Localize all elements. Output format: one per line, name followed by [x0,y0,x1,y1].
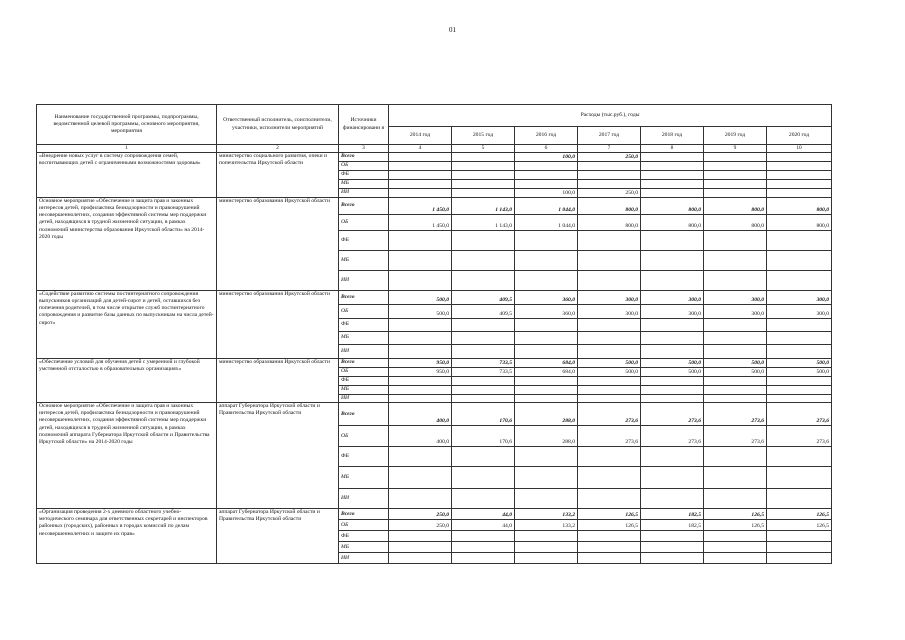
header-year: 2018 год [641,127,704,145]
funding-source: ФБ [339,531,389,542]
amount-cell [641,153,704,162]
amount-cell [767,542,832,553]
measure-name: «Внедрение новых услуг в систему сопровождения семей, воспитывающих детей с ограниченными возможностями здоровья» [37,153,217,198]
amount-cell [452,231,515,251]
amount-cell: 800,0 [641,215,704,231]
measure-name: Основное мероприятие «Обеспечение и защита прав и законных интересов детей, профилактика безнадзорности и правонарушений несовершеннолетних, создания эффективной системы мер поддержки детей, находящихся в трудной жизненной ситуации, в рамках полномочий аппарата Губернатора Иркутской области и Правительства Иркутской области» на 2014-2020 годы [37,403,217,509]
column-index: 5 [452,145,515,153]
amount-cell [452,153,515,162]
column-index: 2 [217,145,339,153]
amount-cell: 250,0 [578,189,641,198]
amount-cell [452,395,515,403]
amount-cell [578,162,641,171]
amount-cell: 1 450,0 [389,215,452,231]
amount-cell: 273,6 [704,426,767,447]
amount-cell: 126,5 [767,520,832,531]
amount-cell: 300,0 [578,291,641,305]
amount-cell [641,386,704,395]
column-index: 9 [704,145,767,153]
amount-cell: 1 044,0 [515,215,578,231]
funding-source: Всего [339,359,389,368]
amount-cell: 733,5 [452,359,515,368]
amount-cell: 360,0 [515,305,578,319]
amount-cell: 500,0 [767,359,832,368]
amount-cell: 950,0 [389,359,452,368]
table-row [37,198,832,215]
budget-table [36,104,832,564]
amount-cell [452,332,515,345]
amount-cell: 1 044,0 [515,198,578,215]
amount-cell: 170,6 [452,426,515,447]
amount-cell [767,531,832,542]
table-row [37,359,832,368]
amount-cell [578,377,641,386]
amount-cell: 126,5 [767,509,832,520]
amount-cell [578,489,641,509]
amount-cell: 250,0 [389,520,452,531]
amount-cell [515,531,578,542]
funding-source: ИИ [339,189,389,198]
amount-cell [704,489,767,509]
amount-cell [578,332,641,345]
amount-cell: 300,0 [704,291,767,305]
amount-cell [578,542,641,553]
column-index: 6 [515,145,578,153]
amount-cell: 300,0 [578,305,641,319]
amount-cell [389,447,452,467]
amount-cell [704,271,767,291]
amount-cell [767,377,832,386]
amount-cell [767,251,832,271]
amount-cell [578,180,641,189]
header-year: 2020 год [767,127,832,145]
funding-source: МБ [339,467,389,489]
amount-cell [578,531,641,542]
funding-source: ОБ [339,368,389,377]
amount-cell: 300,0 [767,305,832,319]
amount-cell: 250,0 [578,153,641,162]
amount-cell [515,542,578,553]
amount-cell [578,386,641,395]
amount-cell [389,553,452,564]
amount-cell: 500,0 [641,368,704,377]
amount-cell: 800,0 [578,198,641,215]
amount-cell: 400,0 [389,426,452,447]
amount-cell [389,395,452,403]
funding-source: Всего [339,509,389,520]
funding-source: МБ [339,251,389,271]
amount-cell [389,231,452,251]
amount-cell: 800,0 [767,198,832,215]
amount-cell [389,467,452,489]
funding-source: Всего [339,291,389,305]
amount-cell: 409,5 [452,305,515,319]
amount-cell: 800,0 [578,215,641,231]
measure-name: «Содействие развитию системы постинтернатного сопровождения выпускников организаций для детей-сирот и детей, оставшихся без попечения родителей, в том числе открытие служб постинтернатного сопровождения и развитие базы данных по выпускникам на числа детей-сирот» [37,291,217,359]
amount-cell [767,319,832,332]
funding-source: МБ [339,180,389,189]
amount-cell [515,345,578,359]
amount-cell: 800,0 [704,198,767,215]
amount-cell [704,162,767,171]
amount-cell: 273,6 [704,403,767,426]
amount-cell [641,180,704,189]
amount-cell [515,171,578,180]
amount-cell [704,319,767,332]
amount-cell [704,386,767,395]
amount-cell [767,332,832,345]
amount-cell [641,489,704,509]
amount-cell [641,345,704,359]
funding-source: ИИ [339,345,389,359]
amount-cell [578,395,641,403]
amount-cell [578,345,641,359]
column-index: 1 [37,145,217,153]
amount-cell [641,319,704,332]
amount-cell [641,162,704,171]
funding-source: ИИ [339,553,389,564]
table-row [37,153,832,162]
amount-cell: 400,0 [389,403,452,426]
amount-cell [452,553,515,564]
amount-cell [515,467,578,489]
amount-cell [452,467,515,489]
amount-cell [704,395,767,403]
amount-cell [704,377,767,386]
funding-source: ИИ [339,395,389,403]
amount-cell [767,162,832,171]
amount-cell: 500,0 [389,305,452,319]
amount-cell [578,553,641,564]
amount-cell [767,345,832,359]
funding-source: МБ [339,386,389,395]
column-index: 4 [389,145,452,153]
amount-cell [767,189,832,198]
amount-cell [704,251,767,271]
amount-cell [389,377,452,386]
amount-cell: 250,0 [389,509,452,520]
amount-cell [767,153,832,162]
header-year: 2017 год [578,127,641,145]
amount-cell [452,531,515,542]
amount-cell: 182,5 [641,520,704,531]
header-year: 2015 год [452,127,515,145]
amount-cell [704,332,767,345]
funding-source: МБ [339,542,389,553]
column-index: 10 [767,145,832,153]
amount-cell: 170,6 [452,403,515,426]
amount-cell [641,467,704,489]
amount-cell: 684,0 [515,359,578,368]
amount-cell: 273,6 [767,403,832,426]
amount-cell [515,553,578,564]
header-expenses: Расходы (тыс.руб.), годы [389,105,832,127]
amount-cell [578,251,641,271]
amount-cell [767,395,832,403]
amount-cell [515,489,578,509]
amount-cell [704,447,767,467]
funding-source: Всего [339,153,389,162]
amount-cell [578,171,641,180]
amount-cell [767,386,832,395]
amount-cell: 1 143,0 [452,215,515,231]
measure-name: «Организация проведения 2-х дневного областного учебно-методического семинара для ответственных секретарей и инспекторов районных (городских), районных в городах комиссий по делам несовершеннолетних и защите их прав» [37,509,217,564]
funding-source: ОБ [339,426,389,447]
page-number: 01 [449,26,456,34]
amount-cell: 273,6 [578,403,641,426]
amount-cell [767,467,832,489]
responsible-executor: министерство образования Иркутской области [217,198,339,291]
amount-cell [389,386,452,395]
amount-cell [515,162,578,171]
amount-cell [389,332,452,345]
table-row [37,403,832,426]
funding-source: ОБ [339,520,389,531]
header-sources: Источники финансировани я [339,105,389,145]
funding-source: ОБ [339,162,389,171]
funding-source: ФБ [339,231,389,251]
amount-cell: 800,0 [704,215,767,231]
amount-cell: 360,0 [515,291,578,305]
amount-cell: 1 143,0 [452,198,515,215]
measure-name: «Обеспечение условий для обучения детей с умеренной и глубокой умственной отсталостью в образовательных организациях» [37,359,217,403]
amount-cell: 44,0 [452,509,515,520]
amount-cell [515,377,578,386]
amount-cell [515,231,578,251]
amount-cell [767,553,832,564]
amount-cell [767,231,832,251]
amount-cell: 182,5 [641,509,704,520]
amount-cell: 733,5 [452,368,515,377]
amount-cell [389,319,452,332]
table-row [37,291,832,305]
amount-cell [578,231,641,251]
funding-source: ФБ [339,447,389,467]
amount-cell [704,542,767,553]
amount-cell [515,332,578,345]
amount-cell [452,489,515,509]
amount-cell: 133,2 [515,520,578,531]
amount-cell: 500,0 [767,368,832,377]
amount-cell: 1 450,0 [389,198,452,215]
amount-cell [767,271,832,291]
amount-cell [389,189,452,198]
amount-cell [389,531,452,542]
amount-cell: 684,0 [515,368,578,377]
amount-cell [641,395,704,403]
amount-cell: 100,0 [515,153,578,162]
amount-cell [641,231,704,251]
column-index: 3 [339,145,389,153]
column-index: 7 [578,145,641,153]
amount-cell: 950,0 [389,368,452,377]
amount-cell [641,542,704,553]
amount-cell: 288,0 [515,426,578,447]
amount-cell [704,153,767,162]
amount-cell [767,180,832,189]
amount-cell [641,553,704,564]
header-year: 2016 год [515,127,578,145]
amount-cell [641,531,704,542]
amount-cell [515,271,578,291]
header-year: 2014 год [389,127,452,145]
amount-cell [704,467,767,489]
amount-cell [452,386,515,395]
amount-cell [641,189,704,198]
amount-cell: 300,0 [704,305,767,319]
amount-cell [578,271,641,291]
amount-cell [389,180,452,189]
measure-name: Основное мероприятие «Обеспечение и защита прав и законных интересов детей, профилактика безнадзорности и правонарушений несовершеннолетних, создания эффективной системы мер поддержки детей, находящихся в трудной жизненной ситуации, в рамках полномочий министерства образования Иркутской области» на 2014-2020 годы [37,198,217,291]
amount-cell [767,447,832,467]
amount-cell [704,189,767,198]
amount-cell [704,553,767,564]
amount-cell [452,271,515,291]
amount-cell: 800,0 [641,198,704,215]
amount-cell [578,319,641,332]
amount-cell: 273,6 [767,426,832,447]
amount-cell [515,319,578,332]
amount-cell: 500,0 [704,359,767,368]
amount-cell: 126,5 [704,520,767,531]
funding-source: Всего [339,403,389,426]
funding-source: ИИ [339,489,389,509]
amount-cell [641,332,704,345]
amount-cell [389,171,452,180]
funding-source: ОБ [339,305,389,319]
amount-cell [452,171,515,180]
amount-cell: 500,0 [704,368,767,377]
funding-source: ФБ [339,319,389,332]
amount-cell [389,542,452,553]
amount-cell [641,251,704,271]
amount-cell [578,447,641,467]
amount-cell [704,231,767,251]
funding-source: ИИ [339,271,389,291]
amount-cell: 100,0 [515,189,578,198]
amount-cell [515,251,578,271]
amount-cell: 500,0 [389,291,452,305]
amount-cell [704,345,767,359]
amount-cell [452,162,515,171]
amount-cell [389,153,452,162]
amount-cell [704,531,767,542]
column-index: 8 [641,145,704,153]
amount-cell [452,319,515,332]
amount-cell [389,271,452,291]
responsible-executor: аппарат Губернатора Иркутской области и Правительства Иркутской области [217,509,339,564]
amount-cell [389,162,452,171]
amount-cell [389,345,452,359]
amount-cell [452,377,515,386]
amount-cell: 273,6 [641,403,704,426]
amount-cell: 273,6 [641,426,704,447]
amount-cell [515,386,578,395]
amount-cell: 500,0 [641,359,704,368]
amount-cell [452,251,515,271]
amount-cell: 126,5 [704,509,767,520]
amount-cell [767,489,832,509]
amount-cell: 300,0 [641,291,704,305]
amount-cell [389,251,452,271]
amount-cell [641,447,704,467]
header-year: 2019 год [704,127,767,145]
amount-cell [452,447,515,467]
amount-cell [767,171,832,180]
amount-cell: 500,0 [578,359,641,368]
responsible-executor: аппарат Губернатора Иркутской области и Правительства Иркутской области [217,403,339,509]
amount-cell: 300,0 [767,291,832,305]
amount-cell [452,180,515,189]
amount-cell [452,542,515,553]
amount-cell [704,171,767,180]
funding-source: МБ [339,332,389,345]
amount-cell: 409,5 [452,291,515,305]
amount-cell [515,395,578,403]
amount-cell [641,171,704,180]
amount-cell [389,489,452,509]
amount-cell: 133,2 [515,509,578,520]
amount-cell: 273,6 [578,426,641,447]
header-responsible: Ответственный исполнитель, соисполнители, участники, исполнители мероприятий [217,105,339,145]
responsible-executor: министерство образования Иркутской области [217,359,339,403]
amount-cell: 800,0 [767,215,832,231]
table-row [37,509,832,520]
amount-cell: 44,0 [452,520,515,531]
funding-source: ФБ [339,171,389,180]
amount-cell [452,189,515,198]
amount-cell: 126,5 [578,520,641,531]
amount-cell [515,180,578,189]
amount-cell: 300,0 [641,305,704,319]
amount-cell: 500,0 [578,368,641,377]
amount-cell [641,377,704,386]
responsible-executor: министерство социального развития, опеки и попечительства Иркутской области [217,153,339,198]
header-name: Наименование государственной программы, подпрограммы, ведомственной целевой программы, основного мероприятия, мероприятия [37,105,217,145]
funding-source: ФБ [339,377,389,386]
amount-cell [515,447,578,467]
funding-source: Всего [339,198,389,215]
amount-cell [641,271,704,291]
amount-cell: 288,0 [515,403,578,426]
amount-cell [452,345,515,359]
amount-cell [704,180,767,189]
amount-cell [578,467,641,489]
amount-cell: 126,5 [578,509,641,520]
funding-source: ОБ [339,215,389,231]
responsible-executor: министерство образования Иркутской области [217,291,339,359]
